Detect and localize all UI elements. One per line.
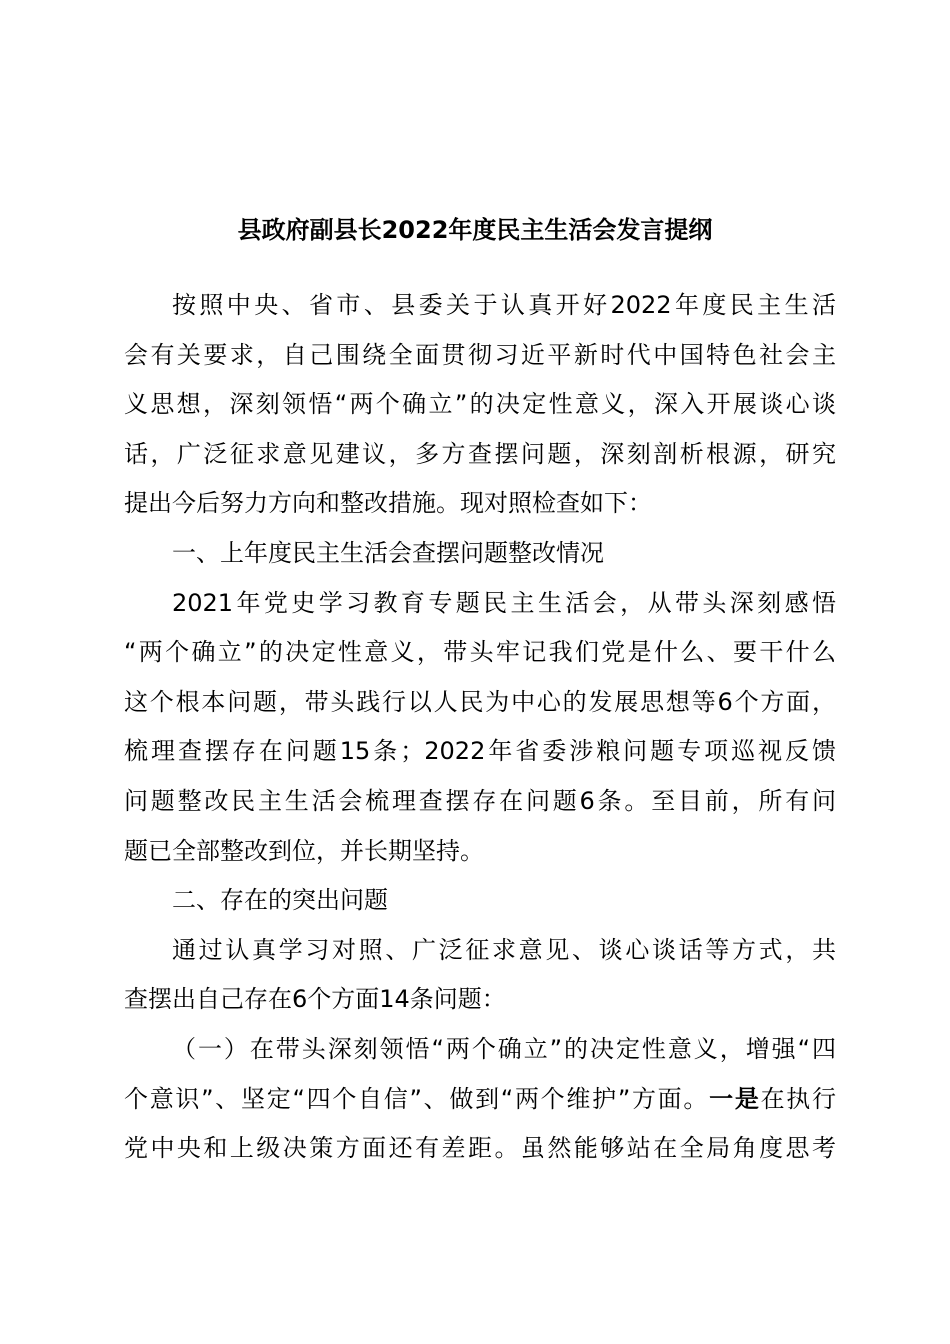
subsection-line: （一）在带头深刻领悟“两个确立”的决定性意义，增强“四	[172, 1034, 836, 1063]
paragraph-line: 党中央和上级决策方面还有差距。虽然能够站在全局角度思考	[124, 1134, 836, 1163]
paragraph-line: 问题整改民主生活会梳理查摆存在问题6条。至目前，所有问	[124, 786, 836, 815]
paragraph-line: 这个根本问题，带头践行以人民为中心的发展思想等6个方面，	[124, 687, 836, 716]
document-body	[124, 281, 836, 1174]
paragraph-line: 2021年党史学习教育专题民主生活会，从带头深刻感悟	[172, 588, 836, 617]
document-title: 县政府副县长2022年度民主生活会发言提纲	[237, 216, 713, 244]
paragraph-line: 题已全部整改到位，并长期坚持。	[124, 836, 484, 865]
paragraph-line: 梳理查摆存在问题15条；2022年省委涉粮问题专项巡视反馈	[124, 737, 836, 766]
line-text: 在执行	[760, 1084, 836, 1113]
section-heading-2: 二、存在的突出问题	[172, 886, 388, 915]
line-text: 个意识”、坚定“四个自信”、做到“两个维护”方面。	[124, 1084, 710, 1113]
paragraph-line: 通过认真学习对照、广泛征求意见、谈心谈话等方式，共	[172, 935, 836, 964]
paragraph-line: 查摆出自己存在6个方面14条问题：	[124, 985, 506, 1014]
paragraph-line: 提出今后努力方向和整改措施。现对照检查如下：	[124, 489, 652, 518]
paragraph-line: 话，广泛征求意见建议，多方查摆问题，深刻剖析根源，研究	[124, 439, 836, 468]
paragraph-line	[124, 1075, 836, 1125]
paragraph-line: 会有关要求，自己围绕全面贯彻习近平新时代中国特色社会主	[124, 340, 836, 369]
paragraph-line: 按照中央、省市、县委关于认真开好2022年度民主生活	[172, 291, 836, 319]
paragraph-line: “两个确立”的决定性意义，带头牢记我们党是什么、要干什么	[124, 638, 836, 667]
paragraph-line: 义思想，深刻领悟“两个确立”的决定性意义，深入开展谈心谈	[124, 390, 836, 419]
section-heading-1: 一、上年度民主生活会查摆问题整改情况	[172, 538, 604, 567]
bold-marker: 一是	[709, 1084, 761, 1113]
